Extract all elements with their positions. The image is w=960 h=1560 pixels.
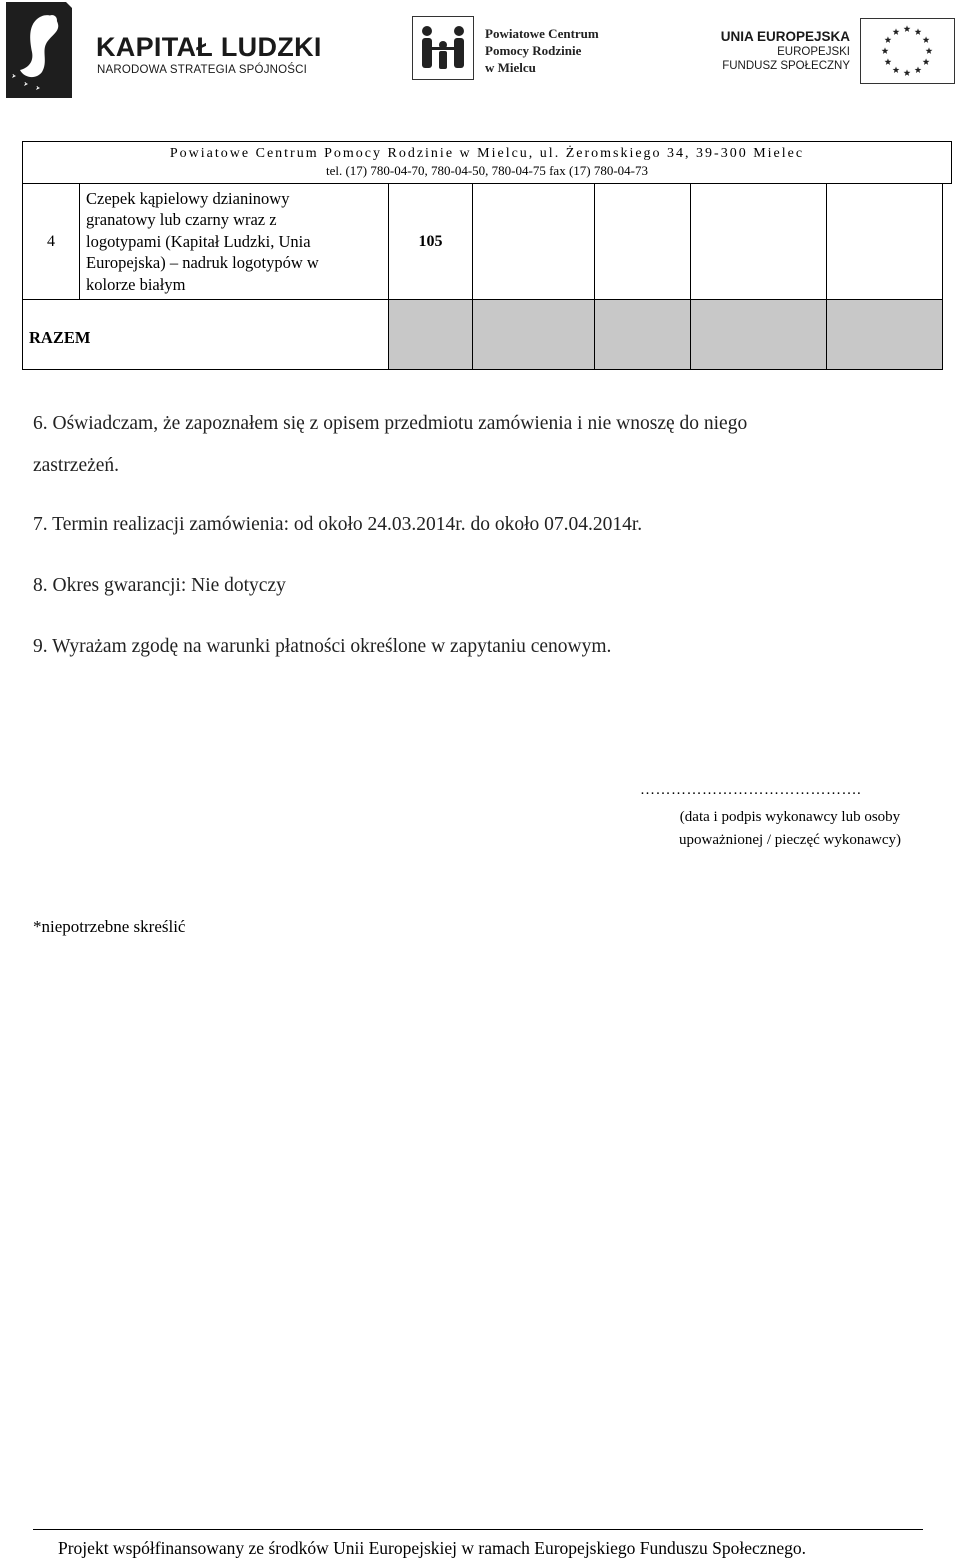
family-icon [412, 16, 474, 80]
eu-flag-icon [860, 18, 955, 84]
eu-star-icon [923, 58, 930, 65]
total-label: RAZEM [23, 300, 389, 370]
eu-star-icon [915, 28, 922, 35]
kapital-ludzki-emblem-icon [6, 2, 74, 98]
statement-6: 6. Oświadczam, że zapoznałem się z opisem przedmiotu zamówienia i nie wnoszę do niego [33, 413, 748, 434]
eu-logo [720, 18, 956, 86]
table-row [23, 184, 943, 300]
address-header [22, 141, 952, 184]
gray-cell [389, 300, 473, 370]
footer-divider [33, 1529, 923, 1530]
eu-line3: FUNDUSZ SPOŁECZNY [722, 60, 850, 72]
address-line: Powiatowe Centrum Pomocy Rodzinie w Mielcu, ul. Żeromskiego 34, 39-300 Mielec [169, 146, 805, 161]
description-line: Europejska) – nadruk logotypów w [86, 253, 319, 273]
empty-cell [595, 184, 691, 300]
eu-star-icon [882, 47, 889, 54]
kapital-ludzki-logo [6, 2, 322, 98]
eu-star-icon [926, 47, 933, 54]
item-description [80, 184, 389, 300]
empty-cell [691, 184, 827, 300]
signature-caption-line2: upoważnionej / pieczęć wykonawcy) [679, 832, 901, 848]
eu-star-icon [893, 28, 900, 35]
items-table [22, 183, 943, 370]
contact-line: tel. (17) 780-04-70, 780-04-50, 780-04-75 fax (17) 780-04-73 [325, 163, 649, 178]
eu-star-icon [915, 66, 922, 73]
gray-cell [595, 300, 691, 370]
description-line: granatowy lub czarny wraz z [86, 210, 277, 230]
footnote: *niepotrzebne skreślić [33, 917, 186, 936]
statement-7: 7. Termin realizacji zamówienia: od około 24.03.2014r. do około 07.04.2014r. [33, 514, 643, 535]
signature-caption [640, 806, 940, 852]
empty-cell [473, 184, 595, 300]
statement-8: 8. Okres gwarancji: Nie dotyczy [33, 575, 286, 596]
eu-star-icon [904, 25, 911, 32]
description-line: Czepek kąpielowy dzianinowy [86, 188, 290, 208]
total-row [23, 300, 943, 370]
pcpr-line2: Pomocy Rodzinie [485, 43, 582, 58]
eu-star-icon [885, 36, 892, 43]
signature-line: ……………………………………. [640, 782, 862, 798]
eu-star-icon [923, 36, 930, 43]
kapital-ludzki-title: KAPITAŁ LUDZKI [96, 32, 322, 62]
description-line: logotypami (Kapitał Ludzki, Unia [86, 231, 311, 251]
statement-9: 9. Wyrażam zgodę na warunki płatności określone w zapytaniu cenowym. [33, 636, 612, 657]
eu-star-icon [893, 66, 900, 73]
description-line: kolorze białym [86, 274, 186, 294]
pcpr-name [485, 25, 599, 76]
pcpr-line1: Powiatowe Centrum [485, 26, 599, 41]
eu-star-icon [904, 69, 911, 76]
gray-cell [691, 300, 827, 370]
kapital-ludzki-subtitle: NARODOWA STRATEGIA SPÓJNOŚCI [97, 64, 308, 76]
item-quantity: 105 [389, 184, 473, 300]
eu-star-icon [885, 58, 892, 65]
eu-text [720, 28, 850, 73]
eu-line1: UNIA EUROPEJSKA [720, 29, 850, 44]
statement-6-continued: zastrzeżeń. [33, 455, 120, 476]
empty-cell [827, 184, 943, 300]
eu-line2: EUROPEJSKI [777, 46, 850, 58]
gray-cell [473, 300, 595, 370]
signature-caption-line1: (data i podpis wykonawcy lub osoby [679, 809, 901, 825]
row-number: 4 [23, 184, 80, 300]
pcpr-logo [412, 16, 622, 86]
footer-text: Projekt współfinansowany ze środków Unii Europejskiej w ramach Europejskiego Funduszu Społecznego. [58, 1538, 806, 1558]
pcpr-line3: w Mielcu [485, 60, 536, 75]
gray-cell [827, 300, 943, 370]
